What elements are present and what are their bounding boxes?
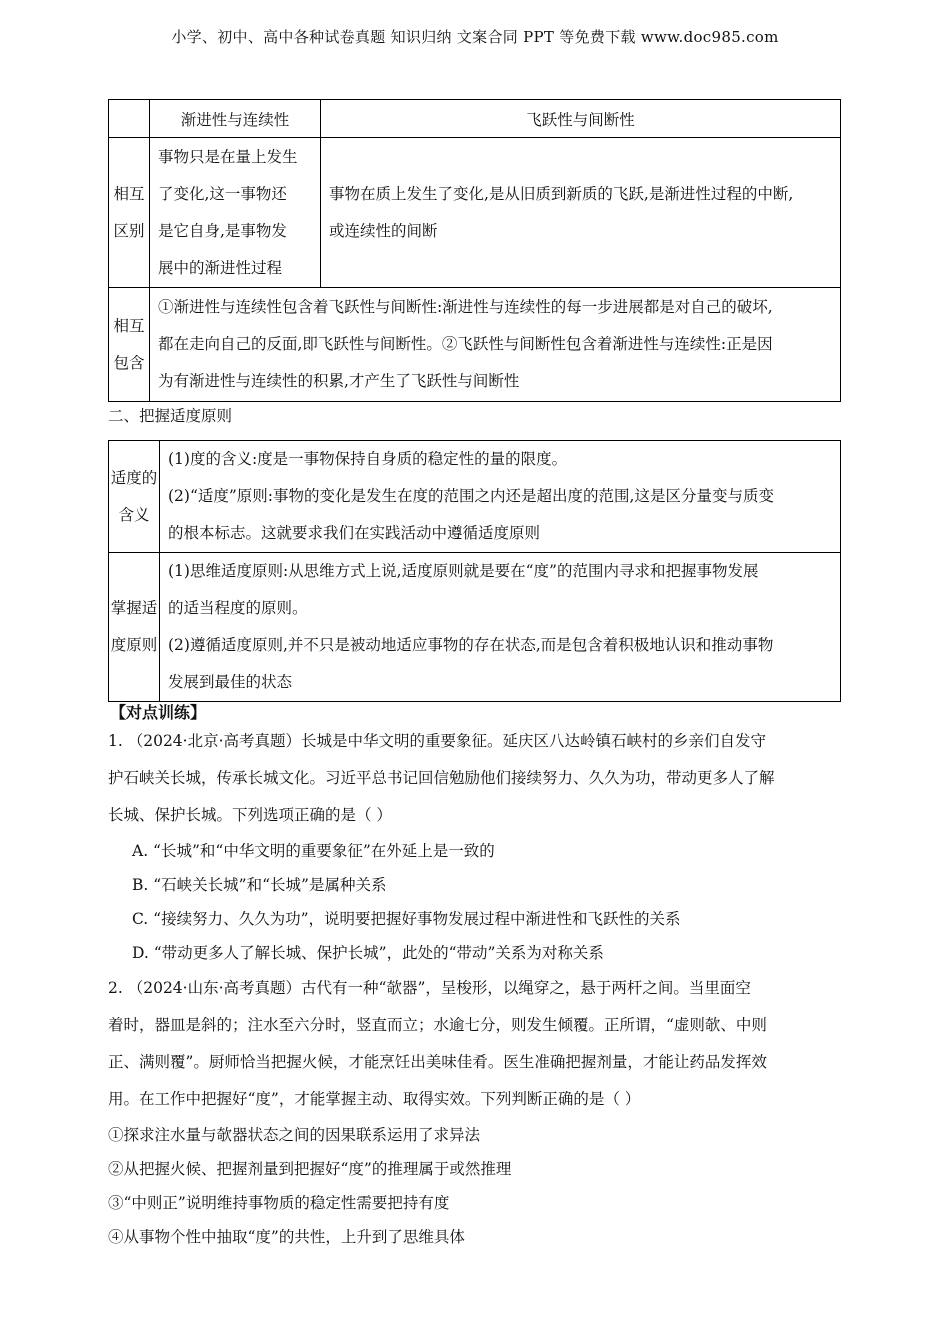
row-label-meaning: 适度的 含义 xyxy=(109,441,160,553)
page-header: 小学、初中、高中各种试卷真题 知识归纳 文案合同 PPT 等免费下载 www.doc985.com xyxy=(171,28,779,46)
row-label-inclusion: 相互 包含 xyxy=(109,288,150,402)
meaning-content: (1)度的含义:度是一事物保持自身质的稳定性的量的限度。 (2)“适度”原则:事物的变化是发生在度的范围之内还是超出度的范围,这是区分量变与质变 的根本标志。这就要求我们在实践活动中遵循适度原则 xyxy=(160,441,841,553)
row-label-difference: 相互 区别 xyxy=(109,138,150,288)
practice-section xyxy=(108,700,843,1254)
question-line: 1. （2024·北京·高考真题）长城是中华文明的重要象征。延庆区八达岭镇石峡村的乡亲们自发守 xyxy=(108,732,767,750)
question-2 xyxy=(108,970,843,1254)
corner-cell xyxy=(109,100,150,138)
inclusion-content: ①渐进性与连续性包含着飞跃性与间断性:渐进性与连续性的每一步进展都是对自己的破坏, 都在走向自己的反面,即飞跃性与间断性。②飞跃性与间断性包含着渐进性与连续性:正是因 为有渐进性与连续性的积累,才产生了飞跃性与间断性 xyxy=(150,288,841,402)
option-c: C. “接续努力、久久为功”，说明要把握好事物发展过程中渐进性和飞跃性的关系 xyxy=(132,910,681,928)
question-line: 着时，器皿是斜的；注水至六分时，竖直而立；水逾七分，则发生倾覆。正所谓，“虚则欹、中则 xyxy=(108,1016,767,1034)
statement-1: ①探求注水量与欹器状态之间的因果联系运用了求异法 xyxy=(108,1126,481,1144)
question-1 xyxy=(108,723,843,970)
option-b: B. “石峡关长城”和“长城”是属种关系 xyxy=(132,876,387,894)
principle-content: (1)思维适度原则:从思维方式上说,适度原则就是要在“度”的范围内寻求和把握事物发展 的适当程度的原则。 (2)遵循适度原则,并不只是被动地适应事物的存在状态,而是包含着积极地认识和推动事物 发展到最佳的状态 xyxy=(160,553,841,702)
row-label-principle: 掌握适 度原则 xyxy=(109,553,160,702)
statement-4: ④从事物个性中抽取“度”的共性，上升到了思维具体 xyxy=(108,1228,465,1246)
difference-gradual: 事物只是在量上发生 了变化,这一事物还 是它自身,是事物发 展中的渐进性过程 xyxy=(150,138,321,288)
col-header-leap: 飞跃性与间断性 xyxy=(321,100,841,138)
option-d: D. “带动更多人了解长城、保护长城”，此处的“带动”关系为对称关系 xyxy=(132,944,604,962)
question-line: 护石峡关长城，传承长城文化。习近平总书记回信勉励他们接续努力、久久为功，带动更多人了解 xyxy=(108,769,775,787)
col-header-gradual: 渐进性与连续性 xyxy=(150,100,321,138)
section-title: 二、把握适度原则 xyxy=(108,407,233,425)
statement-3: ③“中则正”说明维持事物质的稳定性需要把持有度 xyxy=(108,1194,450,1212)
question-line: 用。在工作中把握好“度”，才能掌握主动、取得实效。下列判断正确的是（ ） xyxy=(108,1090,641,1108)
question-line: 2. （2024·山东·高考真题）古代有一种“欹器”，呈梭形，以绳穿之，悬于两杆之间。当里面空 xyxy=(108,979,751,997)
question-line: 长城、保护长城。下列选项正确的是（ ） xyxy=(108,806,392,824)
moderation-table xyxy=(108,440,841,702)
question-line: 正、满则覆”。厨师恰当把握火候，才能烹饪出美味佳肴。医生准确把握剂量，才能让药品发挥效 xyxy=(108,1053,767,1071)
difference-leap: 事物在质上发生了变化,是从旧质到新质的飞跃,是渐进性过程的中断, 或连续性的间断 xyxy=(321,138,841,288)
option-a: A. “长城”和“中华文明的重要象征”在外延上是一致的 xyxy=(132,842,495,860)
statement-2: ②从把握火候、把握剂量到把握好“度”的推理属于或然推理 xyxy=(108,1160,512,1178)
practice-heading: 【对点训练】 xyxy=(110,703,207,722)
comparison-table xyxy=(108,99,841,402)
